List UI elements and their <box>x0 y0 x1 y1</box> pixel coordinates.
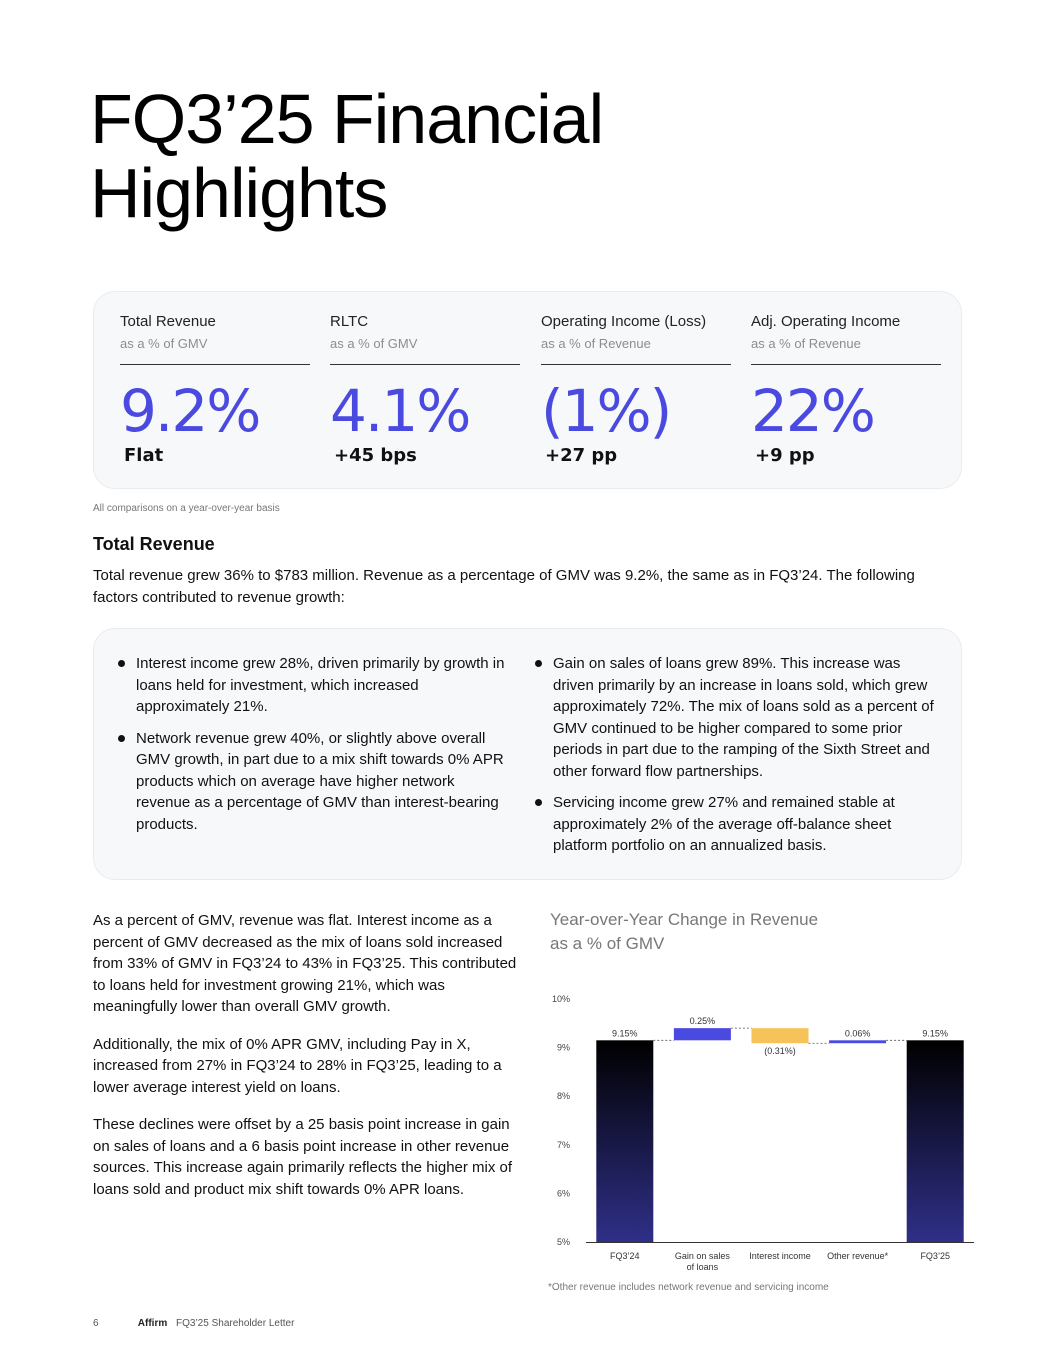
intro-paragraph: Total revenue grew 36% to $783 million. Revenue as a percentage of GMV was 9.2%, the same as in FQ3’24. The following factors contributed to revenue growth: <box>93 567 915 606</box>
metric-change: +27 pp <box>545 445 618 466</box>
metric-value: 4.1% <box>330 377 470 445</box>
list-item: Servicing income grew 27% and remained stable at approximately 2% of the average off-balance sheet platform portfolio on an annualized basis. <box>535 792 935 857</box>
page-title-line1: FQ3’25 Financial <box>90 80 604 158</box>
page-number: 6 <box>93 1318 99 1329</box>
y-tick-label: 5% <box>556 1237 570 1247</box>
factors-list-right <box>535 653 935 867</box>
metric-operating-income <box>541 312 731 467</box>
x-tick-label: Other revenue* <box>827 1251 889 1261</box>
bar <box>674 1028 731 1040</box>
metric-value: 9.2% <box>120 377 260 445</box>
revenue-waterfall-chart <box>540 985 980 1280</box>
x-tick-label: Gain on sales <box>674 1251 730 1261</box>
data-label: 9.15% <box>922 1028 948 1039</box>
brand-name: Affirm <box>137 1318 168 1329</box>
metrics-panel <box>93 291 962 489</box>
metric-divider <box>751 364 941 365</box>
body-paragraph: These declines were offset by a 25 basis point increase in gain on sales of loans and a 6 basis point increase in other revenue sources. This increase again primarily reflects the higher mix of loans sold and product mix shift towards 0% APR loans. <box>93 1116 513 1198</box>
x-tick-label: FQ3’24 <box>610 1251 640 1261</box>
y-tick-label: 9% <box>556 1042 570 1053</box>
x-axis <box>610 1251 950 1272</box>
data-label: 9.15% <box>612 1028 638 1039</box>
metric-sublabel: as a % of GMV <box>330 336 418 351</box>
metric-divider <box>330 364 520 365</box>
y-tick-label: 8% <box>556 1091 570 1102</box>
bar <box>596 1040 653 1242</box>
metric-change: +45 bps <box>334 445 417 466</box>
y-tick-label: 7% <box>556 1139 570 1150</box>
metric-change: +9 pp <box>755 445 815 466</box>
page-title <box>90 82 603 230</box>
bars <box>596 1028 963 1242</box>
body-paragraph: Additionally, the mix of 0% APR GMV, including Pay in X, increased from 27% in FQ3’24 to 28% in FQ3’25, leading to a lower average interest yield on loans. <box>93 1035 502 1096</box>
metric-rltc <box>330 312 520 467</box>
bar <box>752 1028 809 1043</box>
document-name: FQ3’25 Shareholder Letter <box>176 1318 295 1329</box>
revenue-factors-panel <box>93 628 962 880</box>
x-tick-label: Interest income <box>749 1251 811 1261</box>
y-tick-label: 10% <box>551 994 570 1004</box>
list-item: Network revenue grew 40%, or slightly above overall GMV growth, in part due to a mix shift towards 0% APR products which on average have higher network revenue as a percentage of GMV than interest-bearing products. <box>118 728 508 836</box>
y-tick-label: 6% <box>556 1188 570 1199</box>
metric-label: Operating Income (Loss) <box>541 313 707 330</box>
chart-title-line: Year-over-Year Change in Revenue <box>550 910 819 929</box>
page-title-line2: Highlights <box>90 154 388 232</box>
metric-sublabel: as a % of GMV <box>120 336 208 351</box>
chart-footnote: *Other revenue includes network revenue and servicing income <box>548 1282 829 1293</box>
body-paragraph: As a percent of GMV, revenue was flat. Interest income as a percent of GMV decreased as the mix of loans sold increased from 33% of GMV in FQ3’24 to 43% in FQ3’25. This contributed to loans held for investment growing 21%, which was meaningfully lower than overall GMV growth. <box>93 912 517 1015</box>
metric-divider <box>541 364 731 365</box>
x-tick-label: of loans <box>686 1262 719 1272</box>
list-item: Interest income grew 28%, driven primarily by growth in loans held for investment, which increased approximately 21%. <box>118 653 508 718</box>
metric-value: 22% <box>751 377 874 445</box>
list-item: Gain on sales of loans grew 89%. This increase was driven primarily by an increase in loans sold, which grew approximately 72%. The mix of loans sold as a percent of GMV continued to be higher compared to some prior periods in part due to the ramping of the Sixth Street and other forward flow partnerships. <box>535 653 935 782</box>
page-footer <box>93 1318 294 1329</box>
metric-label: Adj. Operating Income <box>751 313 901 330</box>
metric-label: RLTC <box>330 313 369 330</box>
metric-divider <box>120 364 310 365</box>
comparison-note: All comparisons on a year-over-year basis <box>93 503 280 514</box>
data-label: 0.25% <box>689 1016 716 1027</box>
bar <box>829 1040 886 1043</box>
x-tick-label: FQ3’25 <box>920 1251 950 1261</box>
metric-total-revenue <box>120 312 310 467</box>
metric-label: Total Revenue <box>120 313 216 330</box>
metric-sublabel: as a % of Revenue <box>541 336 651 351</box>
data-label: 0.06% <box>844 1028 871 1039</box>
chart-subtitle: as a % of GMV <box>550 934 665 953</box>
metric-value: (1%) <box>541 377 671 445</box>
bar <box>907 1040 964 1242</box>
metric-adj-operating-income <box>751 312 941 467</box>
chart-title <box>550 908 818 956</box>
metric-change: Flat <box>124 445 164 466</box>
metric-sublabel: as a % of Revenue <box>751 336 861 351</box>
section-heading: Total Revenue <box>93 534 215 554</box>
factors-list-left <box>118 653 508 845</box>
data-label: (0.31%) <box>764 1046 796 1057</box>
body-text <box>93 910 525 1216</box>
